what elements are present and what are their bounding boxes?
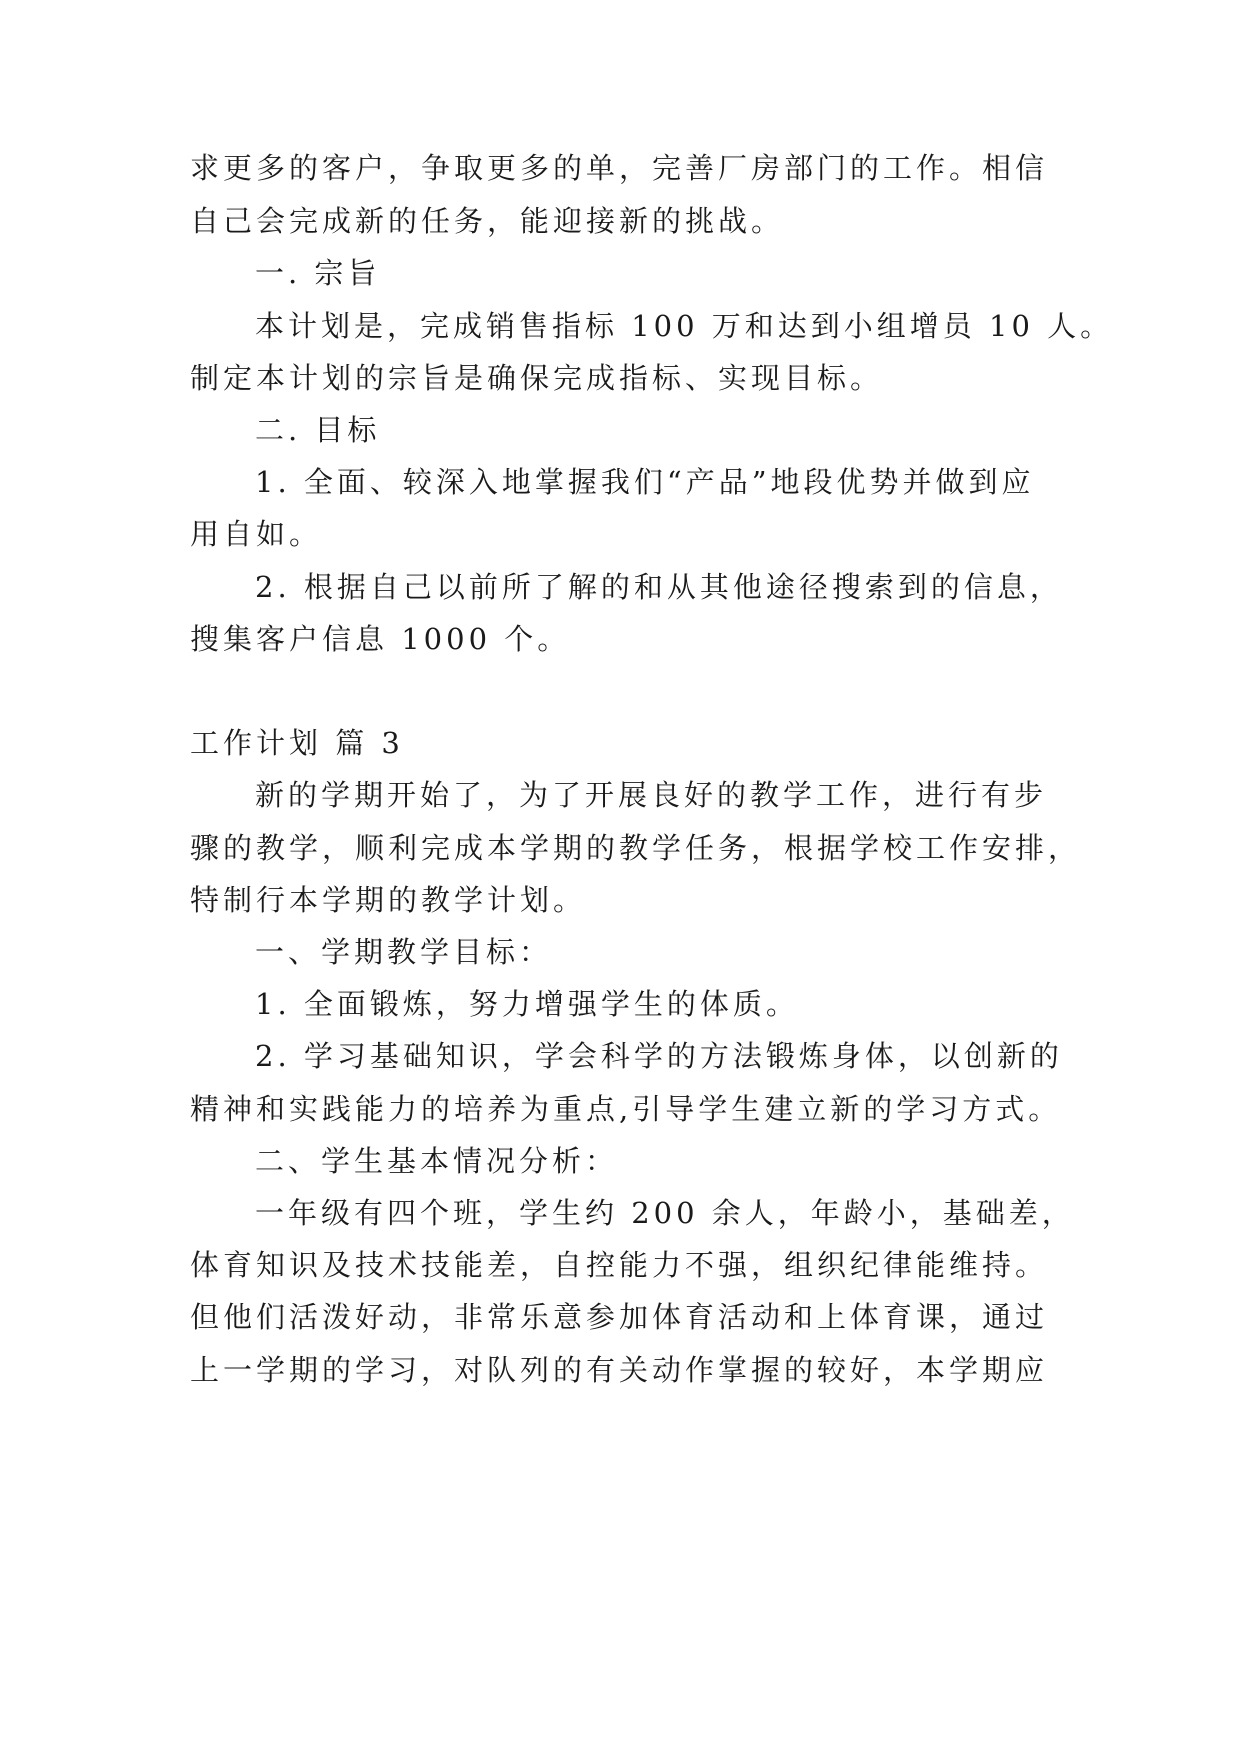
list-item-line: 搜集客户信息 1000 个。 bbox=[190, 622, 571, 656]
list-item-line: 精神和实践能力的培养为重点,引导学生建立新的学习方式。 bbox=[190, 1092, 1062, 1126]
list-item-line: 2. 学习基础知识，学会科学的方法锻炼身体，以创新的 bbox=[255, 1039, 1063, 1073]
paragraph-line: 一年级有四个班，学生约 200 余人，年龄小，基础差， bbox=[255, 1196, 1075, 1230]
paragraph-line: 新的学期开始了，为了开展良好的教学工作，进行有步 bbox=[255, 778, 1048, 812]
section-heading-student-analysis: 二、学生基本情况分析： bbox=[255, 1144, 619, 1178]
list-item-line: 用自如。 bbox=[190, 517, 323, 551]
paragraph-line: 自己会完成新的任务，能迎接新的挑战。 bbox=[190, 204, 785, 238]
paragraph-line: 但他们活泼好动，非常乐意参加体育活动和上体育课，通过 bbox=[190, 1300, 1049, 1334]
section-heading-goals: 二. 目标 bbox=[255, 413, 381, 447]
list-item-line: 1. 全面锻炼，努力增强学生的体质。 bbox=[255, 987, 799, 1021]
paragraph-line: 本计划是，完成销售指标 100 万和达到小组增员 10 人。 bbox=[255, 309, 1114, 343]
list-item-line: 2. 根据自己以前所了解的和从其他途径搜索到的信息， bbox=[255, 570, 1063, 604]
section-heading-purpose: 一. 宗旨 bbox=[255, 256, 381, 290]
paragraph-line: 求更多的客户，争取更多的单，完善厂房部门的工作。相信 bbox=[190, 151, 1049, 185]
article-title: 工作计划 篇 3 bbox=[190, 726, 404, 760]
list-item-line: 1. 全面、较深入地掌握我们“产品”地段优势并做到应 bbox=[255, 465, 1035, 499]
section-heading-teaching-goals: 一、学期教学目标： bbox=[255, 935, 553, 969]
paragraph-line: 上一学期的学习，对队列的有关动作掌握的较好，本学期应 bbox=[190, 1353, 1049, 1387]
paragraph-line: 特制行本学期的教学计划。 bbox=[190, 883, 587, 917]
paragraph-line: 体育知识及技术技能差，自控能力不强，组织纪律能维持。 bbox=[190, 1248, 1049, 1282]
paragraph-line: 骤的教学，顺利完成本学期的教学任务，根据学校工作安排， bbox=[190, 831, 1082, 865]
paragraph-line: 制定本计划的宗旨是确保完成指标、实现目标。 bbox=[190, 361, 884, 395]
